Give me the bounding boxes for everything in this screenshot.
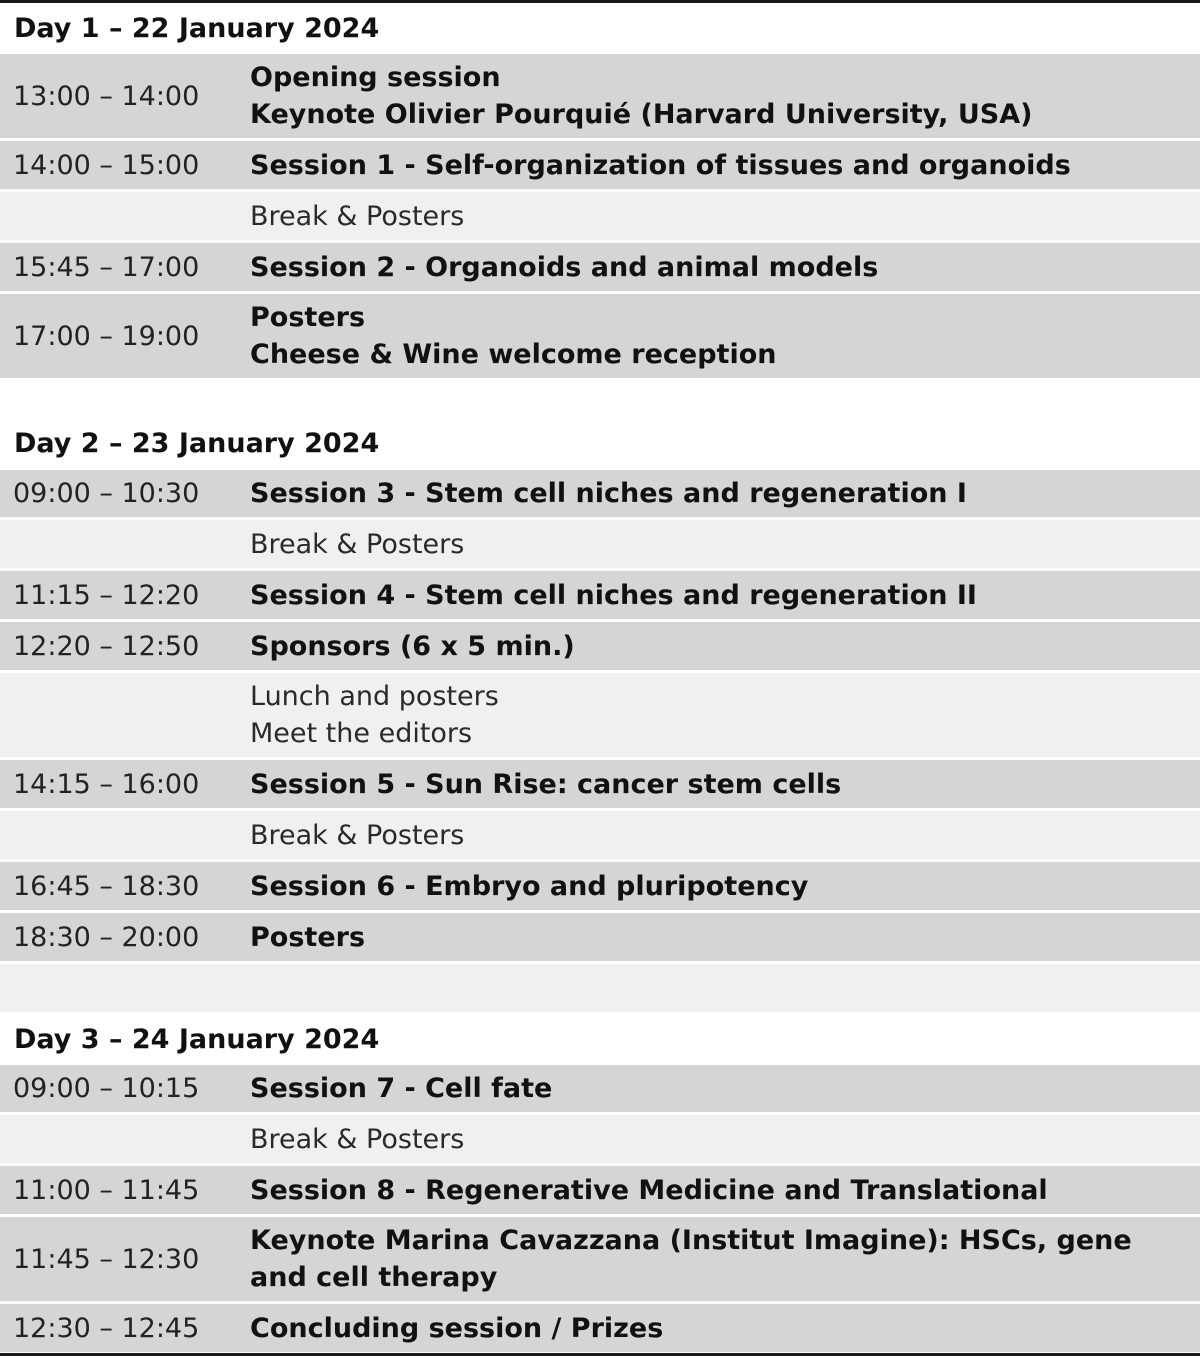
break-info xyxy=(250,817,1180,854)
session-title: Session 6 - Embryo and pluripotency xyxy=(250,870,809,902)
schedule-row xyxy=(0,862,1200,910)
time-slot: 14:00 – 15:00 xyxy=(13,149,200,181)
schedule-row xyxy=(0,1217,1200,1301)
day-2-header-row xyxy=(0,418,1200,468)
time-slot: 11:00 – 11:45 xyxy=(13,1174,200,1206)
schedule-row xyxy=(0,1304,1200,1352)
session-info xyxy=(250,1172,1180,1209)
session-title: Session 1 - Self-organization of tissues and organoids xyxy=(250,149,1071,181)
session-info xyxy=(250,249,1180,286)
session-title: Session 4 - Stem cell niches and regeneration II xyxy=(250,579,977,611)
break-info xyxy=(250,678,1180,752)
session-title: Session 8 - Regenerative Medicine and Translational xyxy=(250,1174,1048,1206)
time-slot: 09:00 – 10:30 xyxy=(13,478,200,509)
session-info xyxy=(250,577,1180,614)
session-info xyxy=(250,59,1180,133)
break-label: Meet the editors xyxy=(250,718,473,749)
break-info xyxy=(250,1121,1180,1158)
schedule-row xyxy=(0,141,1200,189)
time-slot: 11:45 – 12:30 xyxy=(13,1243,200,1275)
time-slot: 12:20 – 12:50 xyxy=(13,630,200,662)
time-slot: 15:45 – 17:00 xyxy=(13,251,200,283)
break-info xyxy=(250,198,1180,235)
schedule-row xyxy=(0,294,1200,378)
break-info xyxy=(250,526,1180,563)
session-info xyxy=(250,919,1180,956)
session-title: Session 3 - Stem cell niches and regeneration I xyxy=(250,478,967,509)
break-row xyxy=(0,811,1200,859)
schedule-row xyxy=(0,470,1200,517)
day-1-header-row xyxy=(0,3,1200,54)
session-info xyxy=(250,299,1180,373)
schedule-row xyxy=(0,622,1200,670)
break-row xyxy=(0,1115,1200,1163)
session-info xyxy=(250,628,1180,665)
bottom-rule xyxy=(0,1353,1200,1356)
session-subtitle: Cheese & Wine welcome reception xyxy=(250,339,777,370)
break-label: Break & Posters xyxy=(250,819,465,851)
day-1-header: Day 1 – 22 January 2024 xyxy=(14,13,380,44)
session-info xyxy=(250,1222,1180,1296)
time-slot: 14:15 – 16:00 xyxy=(13,768,200,800)
day-3-header: Day 3 – 24 January 2024 xyxy=(14,1023,380,1055)
time-slot: 13:00 – 14:00 xyxy=(13,80,200,112)
schedule-row xyxy=(0,1065,1200,1112)
session-info xyxy=(250,1070,1180,1107)
session-info xyxy=(250,766,1180,803)
session-title-continued: and cell therapy xyxy=(250,1262,498,1293)
day-2-header: Day 2 – 23 January 2024 xyxy=(14,427,380,459)
time-slot: 12:30 – 12:45 xyxy=(13,1312,200,1344)
session-keynote: Keynote Olivier Pourquié (Harvard University, USA) xyxy=(250,99,1033,130)
schedule-row xyxy=(0,243,1200,291)
session-title: Session 5 - Sun Rise: cancer stem cells xyxy=(250,768,842,800)
break-row xyxy=(0,192,1200,240)
session-title: Sponsors (6 x 5 min.) xyxy=(250,630,575,662)
spacer-row xyxy=(0,964,1200,1012)
break-row xyxy=(0,520,1200,568)
break-label: Break & Posters xyxy=(250,528,465,560)
day-3-header-row xyxy=(0,1014,1200,1064)
break-label: Break & Posters xyxy=(250,1123,465,1155)
time-slot: 18:30 – 20:00 xyxy=(13,921,200,953)
session-title: Concluding session / Prizes xyxy=(250,1312,664,1344)
session-title: Opening session xyxy=(250,62,501,93)
time-slot: 09:00 – 10:15 xyxy=(13,1073,200,1104)
session-info xyxy=(250,1310,1180,1347)
schedule-row xyxy=(0,54,1200,138)
schedule-row xyxy=(0,760,1200,808)
session-title: Posters xyxy=(250,302,366,333)
break-label: Lunch and posters xyxy=(250,681,499,712)
schedule-row xyxy=(0,571,1200,619)
session-title: Session 7 - Cell fate xyxy=(250,1073,553,1104)
session-title: Keynote Marina Cavazzana (Institut Imagine): HSCs, gene xyxy=(250,1225,1132,1256)
session-title: Posters xyxy=(250,921,366,953)
session-info xyxy=(250,475,1180,512)
time-slot: 11:15 – 12:20 xyxy=(13,579,200,611)
time-slot: 16:45 – 18:30 xyxy=(13,870,200,902)
break-row xyxy=(0,673,1200,757)
schedule-row xyxy=(0,913,1200,961)
time-slot: 17:00 – 19:00 xyxy=(13,320,200,352)
schedule-row xyxy=(0,1166,1200,1214)
session-title: Session 2 - Organoids and animal models xyxy=(250,251,879,283)
session-info xyxy=(250,147,1180,184)
session-info xyxy=(250,868,1180,905)
break-label: Break & Posters xyxy=(250,200,465,232)
